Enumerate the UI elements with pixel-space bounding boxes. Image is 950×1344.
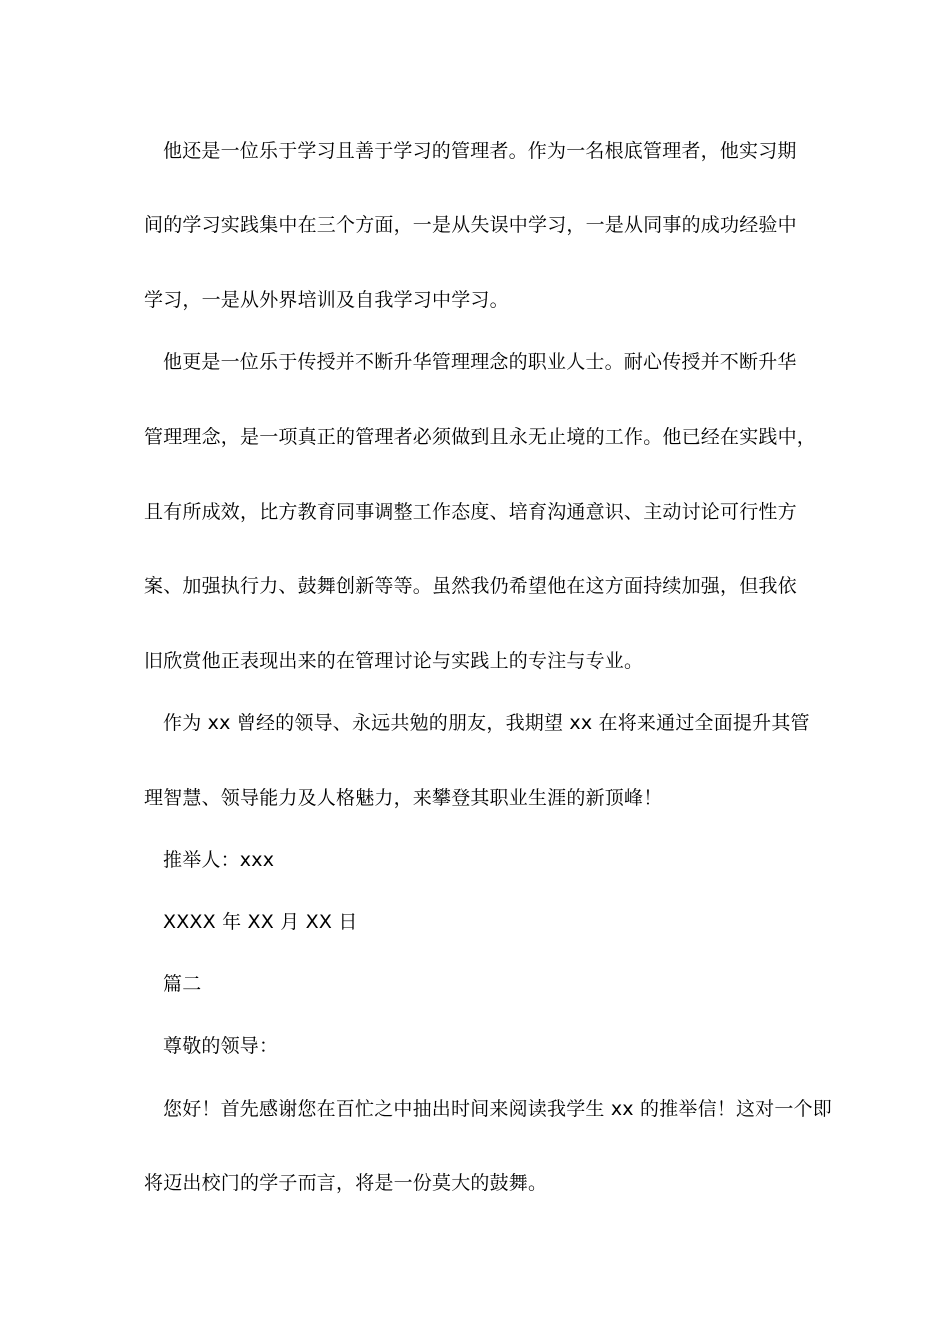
paragraph-line: 间的学习实践集中在三个方面，一是从失误中学习，一是从同事的成功经验中: [144, 214, 797, 236]
paragraph-line: 案、加强执行力、鼓舞创新等等。虽然我仍希望他在这方面持续加强，但我依: [144, 575, 797, 597]
salutation: 尊敬的领导：: [163, 1035, 279, 1057]
paragraph-line: 且有所成效，比方教育同事调整工作态度、培育沟通意识、主动讨论可行性方: [144, 501, 797, 523]
paragraph-line: 他还是一位乐于学习且善于学习的管理者。作为一名根底管理者，他实习期: [163, 140, 797, 162]
paragraph-line: 他更是一位乐于传授并不断升华管理理念的职业人士。耐心传授并不断升华: [163, 351, 797, 373]
paragraph-line: 作为 xx 曾经的领导、永远共勉的朋友，我期望 xx 在将来通过全面提升其管: [163, 712, 810, 734]
paragraph-line: 将迈出校门的学子而言，将是一份莫大的鼓舞。: [144, 1172, 548, 1194]
paragraph-line: 您好！首先感谢您在百忙之中抽出时间来阅读我学生 xx 的推举信！这对一个即: [163, 1098, 832, 1120]
section-heading: 篇二: [163, 973, 202, 995]
recommender-line: 推举人：xxx: [163, 849, 275, 871]
paragraph-line: 管理理念，是一项真正的管理者必须做到且永无止境的工作。他已经在实践中，: [144, 426, 817, 448]
paragraph-line: 学习，一是从外界培训及自我学习中学习。: [144, 289, 509, 311]
paragraph-line: 理智慧、领导能力及人格魅力，来攀登其职业生涯的新顶峰！: [144, 787, 663, 809]
date-line: XXXX 年 XX 月 XX 日: [163, 911, 358, 933]
paragraph-line: 旧欣赏他正表现出来的在管理讨论与实践上的专注与专业。: [144, 650, 644, 672]
